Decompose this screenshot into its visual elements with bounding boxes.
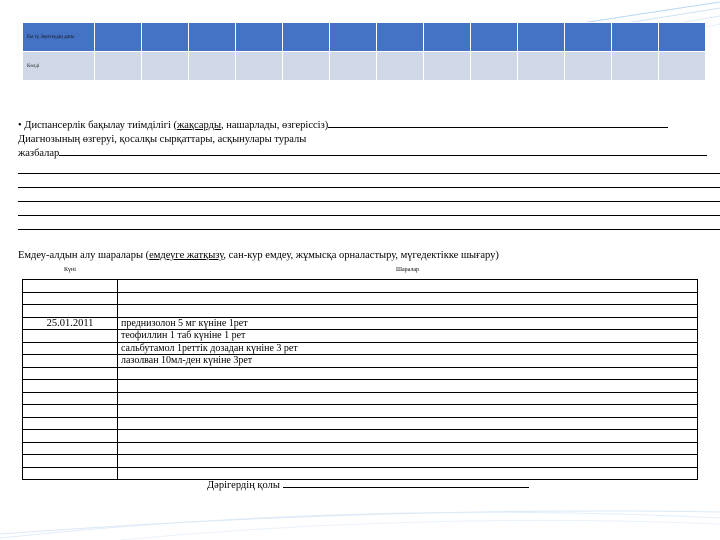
treatment-heading-prefix: Емдеу-алдын алу шаралары (: [18, 250, 150, 261]
table-row: [23, 280, 698, 293]
treatment-measure-cell[interactable]: [118, 380, 698, 393]
treatment-measure-cell[interactable]: [118, 305, 698, 318]
table-cell[interactable]: [283, 23, 330, 52]
treatment-date-cell[interactable]: 25.01.2011: [23, 317, 118, 330]
treatment-date-cell[interactable]: [23, 342, 118, 355]
measurement-value-row: [23, 52, 706, 81]
table-row: [23, 292, 698, 305]
table-cell[interactable]: [565, 23, 612, 52]
notes-blank-line[interactable]: [18, 215, 720, 216]
treatment-measure-cell[interactable]: лазолван 10мл-ден күнiне 3рет: [118, 355, 698, 368]
table-cell[interactable]: [330, 52, 377, 81]
table-row: [23, 342, 698, 355]
effectiveness-prefix: • Диспансерлiк бақылау тиiмдiлiгi (: [18, 120, 178, 131]
treatment-date-cell[interactable]: [23, 355, 118, 368]
treatment-table-header: [23, 265, 698, 280]
date-column-header: Күнi: [64, 267, 76, 273]
table-row: [23, 430, 698, 443]
treatment-measure-cell[interactable]: [118, 292, 698, 305]
table-row: [23, 367, 698, 380]
table-row: [23, 442, 698, 455]
table-row: [23, 392, 698, 405]
treatment-date-cell[interactable]: [23, 280, 118, 293]
treatment-date-cell[interactable]: [23, 330, 118, 343]
notes-blank-line[interactable]: [18, 201, 720, 202]
table-cell[interactable]: [236, 23, 283, 52]
effectiveness-suffix: , нашарлады, өзгерiссiз): [221, 120, 329, 131]
table-row: [23, 380, 698, 393]
table-cell[interactable]: [471, 23, 518, 52]
treatment-date-cell[interactable]: [23, 417, 118, 430]
table-row: [23, 405, 698, 418]
table-cell[interactable]: [565, 52, 612, 81]
table-cell[interactable]: [95, 23, 142, 52]
table-cell[interactable]: [142, 52, 189, 81]
treatment-date-cell[interactable]: [23, 442, 118, 455]
treatment-date-cell[interactable]: [23, 405, 118, 418]
table-cell[interactable]: [424, 23, 471, 52]
table-cell[interactable]: [189, 52, 236, 81]
table-row: [23, 317, 698, 330]
measurement-header-row: [23, 23, 706, 52]
table-cell[interactable]: [518, 52, 565, 81]
notes-line: [18, 147, 707, 160]
table-cell[interactable]: [659, 52, 706, 81]
treatment-measure-cell[interactable]: [118, 417, 698, 430]
signature-blank[interactable]: [283, 487, 529, 488]
diagnosis-changes-label: Диагнозының өзгеруi, қосалқы сырқаттары, асқынулары туралы: [18, 134, 307, 145]
table-cell[interactable]: [236, 52, 283, 81]
table-cell[interactable]: [377, 23, 424, 52]
treatment-date-cell[interactable]: [23, 380, 118, 393]
treatment-measure-cell[interactable]: [118, 430, 698, 443]
notes-blank-line[interactable]: [18, 173, 720, 174]
treatment-measure-cell[interactable]: [118, 455, 698, 468]
table-cell[interactable]: [142, 23, 189, 52]
treatment-measure-cell[interactable]: [118, 280, 698, 293]
table-cell[interactable]: [659, 23, 706, 52]
measurement-header-label: Ем тү Зерттеудiң даты: [23, 23, 95, 52]
table-row: [23, 305, 698, 318]
treatment-measure-cell[interactable]: [118, 392, 698, 405]
measurement-value-label: Көлдi: [23, 52, 95, 81]
effectiveness-blank[interactable]: [328, 127, 668, 128]
table-cell[interactable]: [330, 23, 377, 52]
table-cell[interactable]: [518, 23, 565, 52]
table-row: [23, 467, 698, 480]
table-cell[interactable]: [95, 52, 142, 81]
treatment-date-cell[interactable]: [23, 392, 118, 405]
treatment-date-cell[interactable]: [23, 292, 118, 305]
table-row: [23, 355, 698, 368]
treatment-date-cell[interactable]: [23, 455, 118, 468]
table-cell[interactable]: [612, 52, 659, 81]
treatment-measure-cell[interactable]: преднизолон 5 мг күнiне 1рет: [118, 317, 698, 330]
notes-blank-line[interactable]: [18, 229, 720, 230]
diagnosis-changes-line: [18, 133, 306, 146]
table-cell[interactable]: [189, 23, 236, 52]
dispensary-effectiveness-line: [18, 119, 668, 132]
notes-blank[interactable]: [59, 155, 707, 156]
notes-blank-line[interactable]: [18, 187, 720, 188]
table-cell[interactable]: [471, 52, 518, 81]
treatment-heading: [18, 249, 499, 262]
table-cell[interactable]: [424, 52, 471, 81]
effectiveness-selected-option: жақсарды: [177, 120, 222, 131]
table-cell[interactable]: [377, 52, 424, 81]
treatment-table: [22, 265, 698, 480]
doctor-signature-line: [207, 480, 529, 491]
treatment-measure-cell[interactable]: [118, 367, 698, 380]
measures-column-header: Шаралар: [395, 267, 420, 273]
treatment-heading-selected: емдеуге жатқызу: [149, 250, 224, 261]
measurement-table: [22, 22, 706, 81]
treatment-date-cell[interactable]: [23, 305, 118, 318]
treatment-date-cell[interactable]: [23, 430, 118, 443]
notes-label: жазбалар: [18, 148, 60, 159]
treatment-date-cell[interactable]: [23, 467, 118, 480]
treatment-measure-cell[interactable]: [118, 467, 698, 480]
doctor-signature-label: Дәрiгердiң қолы: [207, 480, 280, 491]
table-row: [23, 417, 698, 430]
treatment-date-cell[interactable]: [23, 367, 118, 380]
treatment-measure-cell[interactable]: теофиллин 1 таб күнiне 1 рет: [118, 330, 698, 343]
treatment-measure-cell[interactable]: [118, 442, 698, 455]
table-cell[interactable]: [283, 52, 330, 81]
table-row: [23, 330, 698, 343]
treatment-measure-cell[interactable]: [118, 405, 698, 418]
treatment-heading-suffix: , сан-кур емдеу, жұмысқа орналастыру, мүгедектiкке шығару): [223, 250, 499, 261]
table-cell[interactable]: [612, 23, 659, 52]
treatment-measure-cell[interactable]: сальбутамол 1реттiк дозадан күнiне 3 рет: [118, 342, 698, 355]
table-row: [23, 455, 698, 468]
